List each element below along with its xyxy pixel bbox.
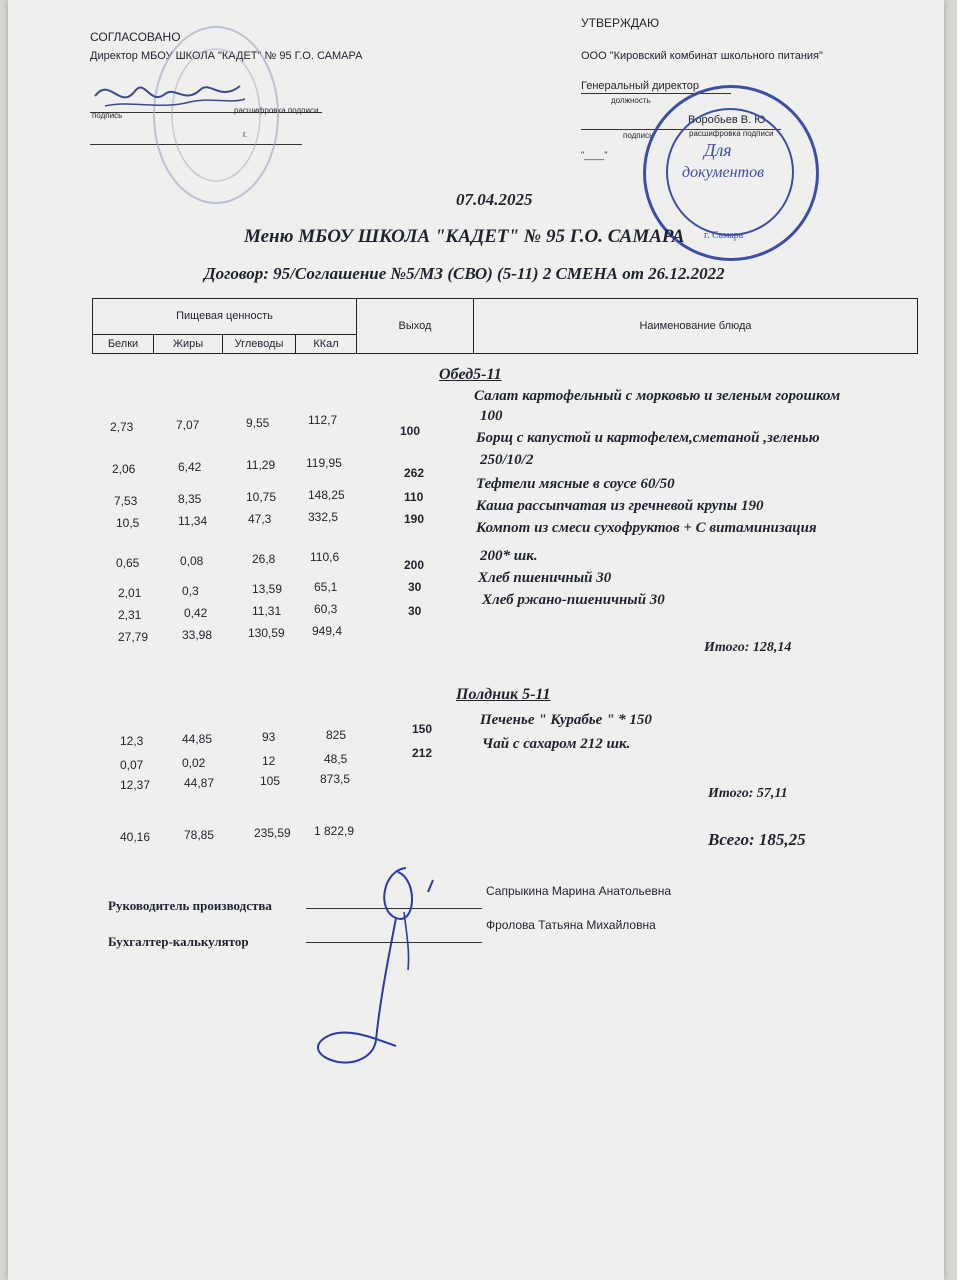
approval-org-right: ООО "Кировский комбинат школьного питания"	[581, 50, 823, 62]
header-carbs: Углеводы	[223, 334, 296, 353]
lunch-row-6-fat: 0,3	[182, 584, 199, 598]
lunch-row-5-protein: 0,65	[116, 556, 140, 570]
lunch-row-2-kcal: 119,95	[306, 456, 342, 470]
snack-total-kcal: 873,5	[320, 772, 351, 786]
lunch-row-4-protein: 10,5	[116, 516, 140, 530]
menu-table-header	[92, 298, 918, 354]
approval-position-right: Генеральный директор	[581, 80, 699, 92]
lunch-row-3-protein: 7,53	[114, 494, 138, 508]
lunch-row-1-name-cont: 100	[480, 408, 503, 424]
lunch-row-7-kcal: 60,3	[314, 602, 338, 616]
grand-total-kcal: 1 822,9	[314, 824, 355, 838]
lunch-row-2-carbs: 11,29	[246, 458, 276, 472]
sign-label-left: подпись	[92, 111, 123, 120]
approval-heading-left: СОГЛАСОВАНО	[90, 30, 181, 44]
lunch-row-5-name-cont: 200* шк.	[480, 548, 538, 564]
lunch-row-6-kcal: 65,1	[314, 580, 338, 594]
grand-total-protein: 40,16	[120, 830, 151, 844]
header-nutrition: Пищевая ценность	[93, 299, 357, 335]
doc-date: 07.04.2025	[456, 190, 533, 209]
snack-row-1-fat: 44,85	[182, 732, 213, 746]
decode-label-right: расшифровка подписи	[689, 129, 774, 138]
snack-row-1-kcal: 825	[326, 728, 347, 742]
lunch-row-1-yield: 100	[400, 424, 421, 438]
snack-total-carbs: 105	[260, 774, 281, 788]
snack-row-1-name: Печенье " Курабье " * 150	[480, 712, 652, 728]
lunch-row-3-name: Тефтели мясные в соусе 60/50	[476, 476, 675, 492]
lunch-row-5-kcal: 110,6	[310, 550, 340, 564]
year-label-left: г.	[243, 130, 248, 139]
grand-total-fat: 78,85	[184, 828, 215, 842]
approval-position-left: Директор МБОУ ШКОЛА "КАДЕТ" № 95 Г.О. САМАРА	[90, 50, 363, 62]
lunch-row-3-yield: 110	[404, 490, 424, 504]
sign-label-right: подпись	[623, 131, 654, 140]
lunch-row-4-kcal: 332,5	[308, 510, 339, 524]
lunch-row-7-fat: 0,42	[184, 606, 208, 620]
doc-title: Меню МБОУ ШКОЛА "КАДЕТ" № 95 Г.О. САМАРА	[244, 226, 685, 247]
lunch-row-1-name: Салат картофельный с морковью и зеленым горошком	[474, 388, 841, 404]
signature-name-1: Сапрыкина Марина Анатольевна	[486, 884, 672, 898]
stamp-city: г. Самара	[704, 230, 744, 241]
snack-row-1-carbs: 93	[262, 730, 276, 744]
lunch-total-fat: 33,98	[182, 628, 213, 642]
section-title-snack: Полдник 5-11	[456, 686, 551, 703]
lunch-total-label: Итого: 128,14	[704, 640, 792, 655]
signature-role-2: Бухгалтер-калькулятор	[108, 934, 249, 949]
signature-handwritten	[288, 850, 488, 1080]
snack-row-1-yield: 150	[412, 722, 433, 736]
lunch-row-3-kcal: 148,25	[308, 488, 345, 502]
lunch-row-7-yield: 30	[408, 604, 422, 618]
approver-name-right: Воробьев В. Ю	[688, 114, 766, 126]
signature-name-2: Фролова Татьяна Михайловна	[486, 918, 656, 932]
snack-row-2-fat: 0,02	[182, 756, 206, 770]
lunch-row-5-fat: 0,08	[180, 554, 204, 568]
lunch-row-4-carbs: 47,3	[248, 512, 272, 526]
lunch-row-6-yield: 30	[408, 580, 422, 594]
decode-label-left: расшифровка подписи	[234, 106, 319, 115]
approval-heading-right: УТВЕРЖДАЮ	[581, 16, 660, 30]
lunch-row-6-protein: 2,01	[118, 586, 142, 600]
snack-row-2-carbs: 12	[262, 754, 276, 768]
header-protein: Белки	[93, 334, 154, 353]
header-dish-name: Наименование блюда	[474, 299, 918, 354]
section-title-lunch: Обед5-11	[439, 366, 502, 383]
snack-total-fat: 44,87	[184, 776, 215, 790]
lunch-row-2-name: Борщ с капустой и картофелем,сметаной ,зеленью	[476, 430, 820, 446]
snack-row-2-name: Чай с сахаром 212 шк.	[482, 736, 631, 752]
lunch-row-7-protein: 2,31	[118, 608, 142, 622]
signature-left	[90, 66, 250, 126]
stamp-text-part1: Для	[704, 140, 732, 160]
snack-total-protein: 12,37	[120, 778, 151, 792]
header-yield: Выход	[357, 299, 474, 354]
lunch-row-2-fat: 6,42	[178, 460, 202, 474]
snack-row-1-protein: 12,3	[120, 734, 144, 748]
snack-row-2-kcal: 48,5	[324, 752, 348, 766]
grand-total-carbs: 235,59	[254, 826, 291, 840]
lunch-row-4-name: Каша рассыпчатая из гречневой крупы 190	[476, 498, 764, 514]
lunch-row-1-protein: 2,73	[110, 420, 134, 434]
lunch-row-6-carbs: 13,59	[252, 582, 283, 596]
snack-row-2-yield: 212	[412, 746, 433, 760]
grand-total-label: Всего: 185,25	[708, 830, 806, 849]
lunch-row-5-carbs: 26,8	[252, 552, 276, 566]
snack-row-2-protein: 0,07	[120, 758, 144, 772]
lunch-row-5-name: Компот из смеси сухофруктов + С витаминизация	[476, 520, 817, 536]
stamp-text-part2: документов	[682, 164, 765, 181]
lunch-row-4-yield: 190	[404, 512, 425, 526]
header-fat: Жиры	[154, 334, 223, 353]
lunch-row-6-name: Хлеб пшеничный 30	[478, 570, 612, 586]
lunch-row-3-fat: 8,35	[178, 492, 202, 506]
position-label-right: должность	[611, 96, 651, 105]
lunch-row-4-fat: 11,34	[178, 514, 208, 528]
lunch-row-7-name: Хлеб ржано-пшеничный 30	[482, 592, 665, 608]
lunch-row-1-kcal: 112,7	[308, 413, 338, 427]
signature-role-1: Руководитель производства	[108, 898, 272, 913]
doc-contract: Договор: 95/Соглашение №5/МЗ (СВО) (5-11) 2 СМЕНА от 26.12.2022	[204, 264, 725, 283]
lunch-row-3-carbs: 10,75	[246, 490, 277, 504]
date-quote-right: "____"	[581, 150, 608, 160]
lunch-total-kcal: 949,4	[312, 624, 343, 638]
lunch-row-5-yield: 200	[404, 558, 425, 572]
lunch-row-7-carbs: 11,31	[252, 604, 282, 618]
snack-total-label: Итого: 57,11	[708, 786, 788, 801]
lunch-row-1-fat: 7,07	[176, 418, 200, 432]
lunch-total-protein: 27,79	[118, 630, 149, 644]
header-kcal: ККал	[296, 334, 357, 353]
lunch-row-2-protein: 2,06	[112, 462, 136, 476]
document-page	[8, 0, 944, 1280]
lunch-row-1-carbs: 9,55	[246, 416, 270, 430]
lunch-row-2-yield: 262	[404, 466, 425, 480]
lunch-row-2-name-cont: 250/10/2	[480, 452, 534, 468]
lunch-total-carbs: 130,59	[248, 626, 285, 640]
